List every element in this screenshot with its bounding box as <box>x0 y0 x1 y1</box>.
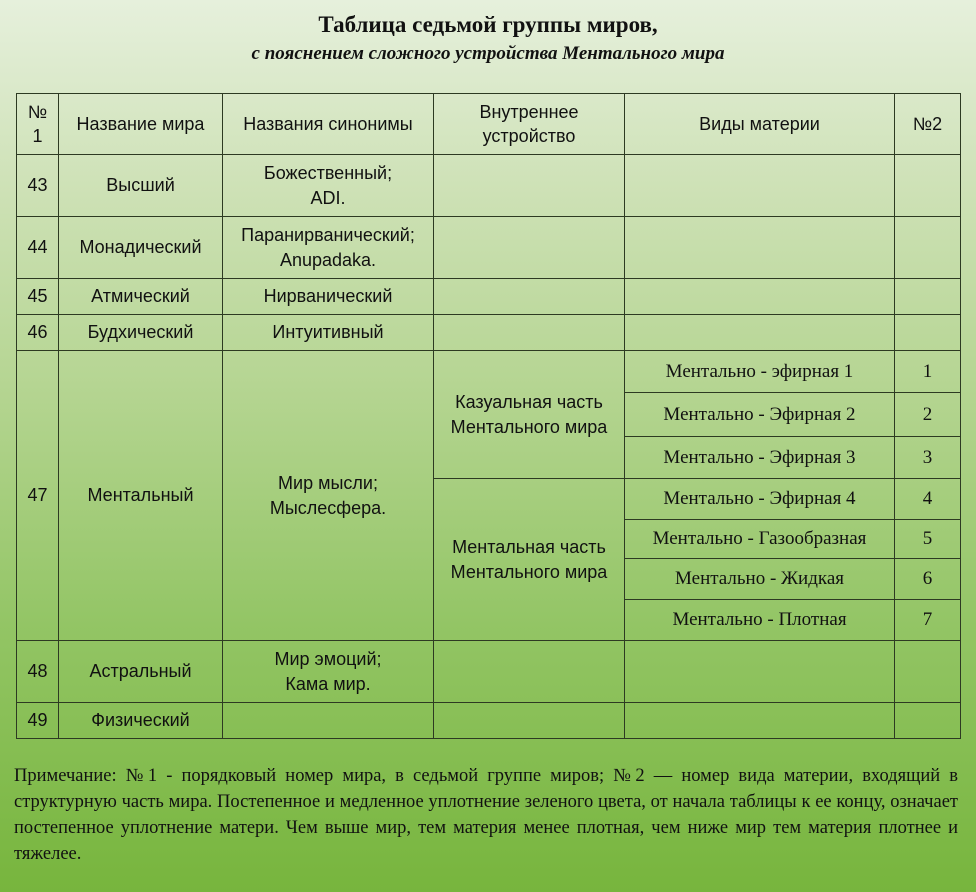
matter-number: 3 <box>895 437 961 479</box>
matter-number: 7 <box>895 600 961 641</box>
worlds-table <box>16 93 961 739</box>
empty-cell <box>625 217 895 279</box>
matter-type: Ментально - Эфирная 4 <box>625 479 895 520</box>
header-n2: №2 <box>895 94 961 155</box>
matter-type: Ментально - Плотная <box>625 600 895 641</box>
header-row <box>17 94 961 155</box>
header-matter: Виды материи <box>625 94 895 155</box>
world-name: Атмический <box>59 279 223 315</box>
mental-part: Ментальная часть Ментального мира <box>434 479 625 641</box>
table-subtitle: с пояснением сложного устройства Ментального мира <box>251 43 725 64</box>
table-title: Таблица седьмой группы миров, <box>318 12 658 37</box>
world-synonyms: Интуитивный <box>223 315 434 351</box>
empty-cell <box>625 279 895 315</box>
matter-type: Ментально - Газообразная <box>625 520 895 559</box>
table-row <box>17 155 961 217</box>
world-synonyms: Мир эмоций; Кама мир. <box>223 641 434 703</box>
header-name: Название мира <box>59 94 223 155</box>
row-number: 44 <box>17 217 59 279</box>
world-synonyms: Паранирванический; Anupadaka. <box>223 217 434 279</box>
empty-cell <box>434 217 625 279</box>
world-synonyms: Божественный; ADI. <box>223 155 434 217</box>
table-row <box>17 315 961 351</box>
row-number: 45 <box>17 279 59 315</box>
empty-cell <box>895 703 961 739</box>
empty-cell <box>625 641 895 703</box>
matter-number: 5 <box>895 520 961 559</box>
empty-cell <box>434 315 625 351</box>
empty-cell <box>895 279 961 315</box>
table-row <box>17 641 961 703</box>
mental-row <box>17 351 961 393</box>
row-number: 47 <box>17 351 59 641</box>
empty-cell <box>895 641 961 703</box>
empty-cell <box>895 217 961 279</box>
empty-cell <box>434 641 625 703</box>
causal-part: Казуальная часть Ментального мира <box>434 351 625 479</box>
row-number: 48 <box>17 641 59 703</box>
matter-type: Ментально - эфирная 1 <box>625 351 895 393</box>
empty-cell <box>625 155 895 217</box>
empty-cell <box>625 703 895 739</box>
header-n1: № 1 <box>17 94 59 155</box>
row-number: 43 <box>17 155 59 217</box>
matter-number: 1 <box>895 351 961 393</box>
world-name: Ментальный <box>59 351 223 641</box>
row-number: 46 <box>17 315 59 351</box>
row-number: 49 <box>17 703 59 739</box>
world-synonyms <box>223 703 434 739</box>
world-name: Астральный <box>59 641 223 703</box>
empty-cell <box>895 155 961 217</box>
matter-number: 6 <box>895 559 961 600</box>
matter-type: Ментально - Эфирная 2 <box>625 393 895 437</box>
matter-number: 4 <box>895 479 961 520</box>
world-name: Высший <box>59 155 223 217</box>
empty-cell <box>434 703 625 739</box>
header-structure: Внутреннее устройство <box>434 94 625 155</box>
table-row <box>17 217 961 279</box>
table-row <box>17 279 961 315</box>
footnote: Примечание: №1 - порядковый номер мира, в седьмой группе миров; №2 — номер вида материи, входящий в структурную часть мира. Постепенное и медленное уплотнение зеленого цвета, от начала таблицы к ее концу, означает постепенное уплотнение матери. Чем выше мир, тем материя менее плотная, чем ниже мир тем материя плотнее и тяжелее. <box>14 766 958 864</box>
world-name: Физический <box>59 703 223 739</box>
matter-number: 2 <box>895 393 961 437</box>
matter-type: Ментально - Эфирная 3 <box>625 437 895 479</box>
world-synonyms: Нирванический <box>223 279 434 315</box>
world-synonyms: Мир мысли; Мыслесфера. <box>223 351 434 641</box>
empty-cell <box>434 279 625 315</box>
empty-cell <box>895 315 961 351</box>
world-name: Будхический <box>59 315 223 351</box>
header-synonyms: Названия синонимы <box>223 94 434 155</box>
empty-cell <box>625 315 895 351</box>
table-row <box>17 703 961 739</box>
matter-type: Ментально - Жидкая <box>625 559 895 600</box>
empty-cell <box>434 155 625 217</box>
world-name: Монадический <box>59 217 223 279</box>
